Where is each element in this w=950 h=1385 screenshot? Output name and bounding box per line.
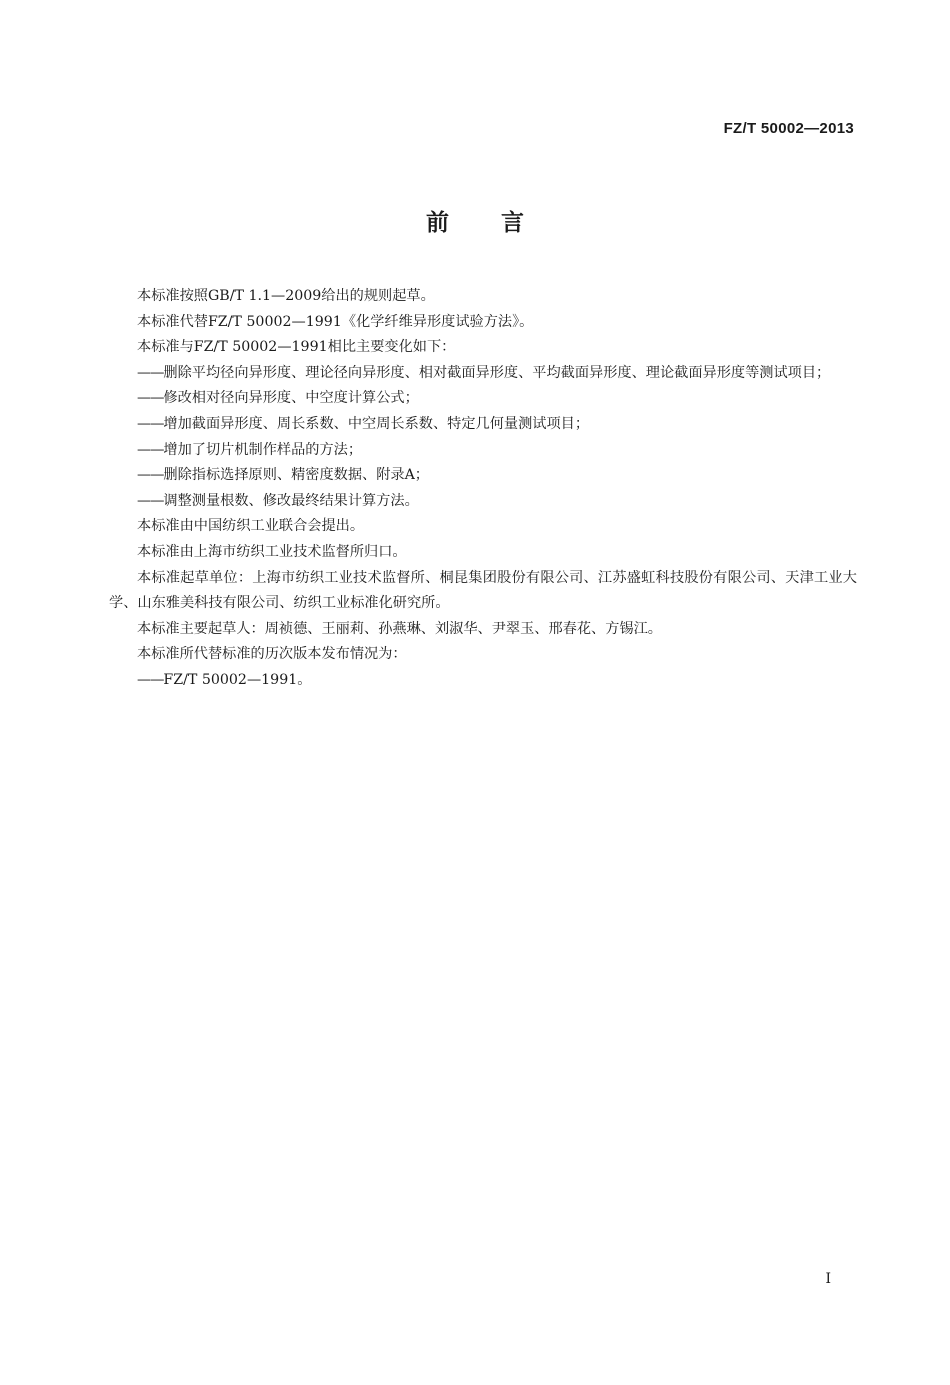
- dash-marker: ——: [137, 671, 164, 688]
- page-number: I: [825, 1271, 831, 1287]
- page-title: 前言: [426, 210, 576, 236]
- standard-code: FZ/T 50002—2013: [723, 120, 854, 137]
- change-item: [109, 386, 857, 412]
- change-item-text: 修改相对径向异形度、中空度计算公式；: [163, 390, 419, 407]
- change-item-text: 删除指标选择原则、精密度数据、附录A；: [163, 467, 429, 484]
- paragraph-administered-by: 本标准由上海市纺织工业技术监督所归口。: [137, 543, 407, 560]
- dash-marker: ——: [137, 364, 164, 381]
- paragraph-drafting-units: 本标准起草单位：上海市纺织工业技术监督所、桐昆集团股份有限公司、江苏盛虹科技股份有限公司、天津工业大学、山东雅美科技有限公司、纺织工业标准化研究所。: [109, 569, 857, 612]
- paragraph-drafting-rules: 本标准按照GB/T 1.1—2009给出的规则起草。: [137, 288, 435, 304]
- change-item: [109, 412, 857, 438]
- dash-marker: ——: [137, 415, 164, 432]
- dash-marker: ——: [137, 467, 164, 484]
- paragraph-history-intro: 本标准所代替标准的历次版本发布情况为：: [137, 646, 407, 663]
- change-item-text: 调整测量根数、修改最终结果计算方法。: [163, 492, 419, 509]
- change-item-text: 增加了切片机制作样品的方法；: [163, 441, 363, 458]
- dash-marker: ——: [137, 441, 164, 458]
- change-item-text: 删除平均径向异形度、理论径向异形度、相对截面异形度、平均截面异形度、理论截面异形度等测试项目；: [163, 364, 831, 381]
- change-item: [109, 463, 857, 489]
- dash-marker: ——: [137, 492, 164, 509]
- history-item: [109, 668, 857, 694]
- change-item: [109, 438, 857, 464]
- change-item-text: 增加截面异形度、周长系数、中空周长系数、特定几何量测试项目；: [163, 415, 590, 432]
- change-item: [109, 489, 857, 515]
- paragraph-proposed-by: 本标准由中国纺织工业联合会提出。: [137, 518, 365, 535]
- foreword-content: [109, 284, 857, 694]
- paragraph-drafters: 本标准主要起草人：周祯德、王丽莉、孙燕琳、刘淑华、尹翠玉、邢春花、方锡江。: [137, 620, 662, 637]
- dash-marker: ——: [137, 390, 164, 407]
- history-item-text: FZ/T 50002—1991。: [163, 671, 312, 688]
- change-item: [109, 361, 857, 387]
- paragraph-replaces: 本标准代替FZ/T 50002—1991《化学纤维异形度试验方法》。: [137, 313, 534, 330]
- paragraph-changes-intro: 本标准与FZ/T 50002—1991相比主要变化如下：: [137, 339, 456, 356]
